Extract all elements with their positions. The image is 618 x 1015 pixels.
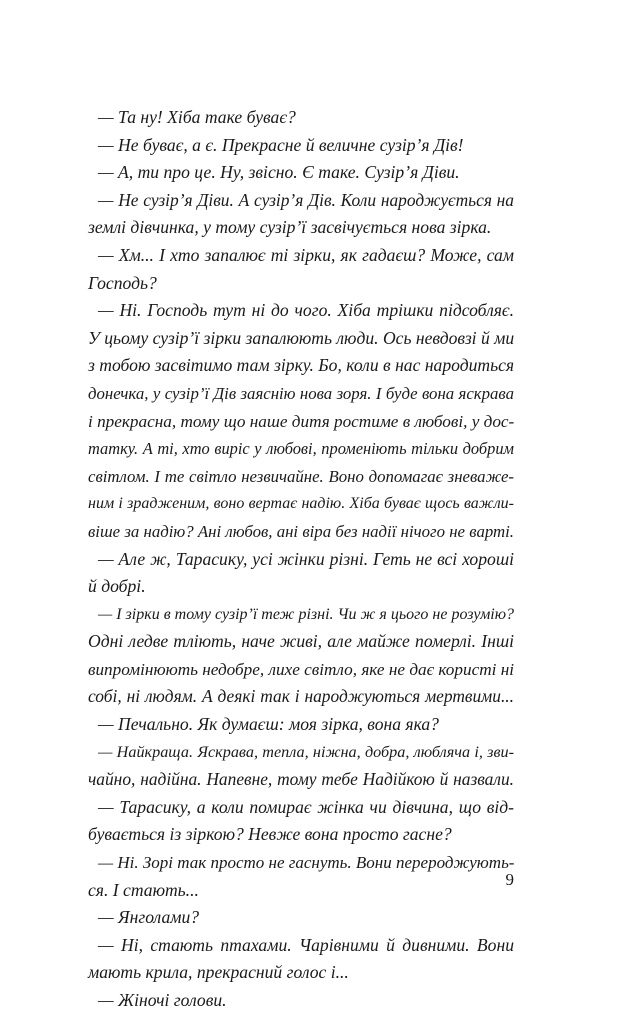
text-line-18: й добрі. (88, 576, 146, 597)
text-line-22: собі, ні людям. А деякі так і народжуються мертвими... (88, 686, 514, 707)
text-line-5: землі дівчинка, у тому сузір’ї засвічується нова зірка. (88, 217, 492, 238)
text-line-15: ним і зрадженим, воно вертає надію. Хіба буває щось важли- (88, 495, 514, 513)
text-line-32: мають крила, прекрасний голос і... (88, 962, 349, 983)
page-text (88, 104, 514, 1015)
text-line-26: — Тарасику, а коли помирає жінка чи дівчина, що від- (98, 796, 514, 817)
text-line-4: — Не сузір’я Діви. А сузір’я Дів. Коли народжується на (98, 189, 514, 210)
text-line-13: татку. А ті, хто виріс у любові, променіють тільки добрим (88, 439, 514, 459)
text-line-24: — Найкраща. Яскрава, тепла, ніжна, добра, любляча і, зви- (98, 742, 514, 761)
text-line-8: — Ні. Господь тут ні до чого. Хіба трішки підсобляє. (98, 300, 514, 321)
text-line-7: Господь? (88, 272, 157, 293)
text-line-6: — Хм... І хто запалює ті зірки, як гадаєш? Може, сам (98, 244, 514, 265)
text-line-11: донечка, у сузір’ї Дів заяснію нова зоря. І буде вона яскрава (88, 383, 514, 403)
text-line-3: — А, ти про це. Ну, звісно. Є таке. Сузір’я Діви. (98, 162, 460, 183)
text-line-12: і прекрасна, тому що наше дитя ростиме в любові, у дос- (88, 411, 515, 431)
text-line-30: — Янголами? (98, 907, 200, 928)
text-line-14: світлом. І те світло незвичайне. Воно допомагає зневаже- (88, 466, 514, 486)
text-line-29: ся. І стають... (88, 879, 199, 900)
text-line-20: Одні ледве тліють, наче живі, але майже померлі. Інші (88, 631, 514, 652)
text-line-19: — І зірки в тому сузір’ї теж різні. Чи ж я цього не розумію? (98, 605, 514, 623)
text-line-1: — Та ну! Хіба таке буває? (98, 107, 296, 127)
text-line-31: — Ні, стають птахами. Чарівними й дивними. Вони (98, 934, 514, 955)
text-line-10: з тобою засвітимо там зірку. Бо, коли в нас народиться (88, 355, 515, 376)
text-line-2: — Не буває, а є. Прекрасне й величне сузір’я Дів! (98, 134, 464, 155)
text-line-23: — Печально. Як думаєш: моя зірка, вона яка? (98, 714, 439, 735)
text-line-27: бувається із зіркою? Невже вона просто гасне? (88, 824, 452, 845)
page-number: 9 (505, 870, 514, 889)
text-line-28: — Ні. Зорі так просто не гаснуть. Вони перероджують- (98, 853, 515, 873)
text-line-21: випромінюють недобре, лихе світло, яке не дає користі ні (88, 659, 514, 679)
text-line-17: — Але ж, Тарасику, усі жінки різні. Геть не всі хороші (98, 548, 514, 569)
text-line-33: — Жіночі голови. (98, 990, 227, 1010)
text-line-9: У цьому сузір’ї зірки запалюють люди. Ось невдовзі й ми (88, 327, 515, 348)
text-line-25: чайно, надійна. Напевне, тому тебе Надійкою й назвали. (88, 769, 514, 790)
text-line-16: віше за надію? Ані любов, ані віра без надії нічого не варті. (88, 521, 514, 541)
